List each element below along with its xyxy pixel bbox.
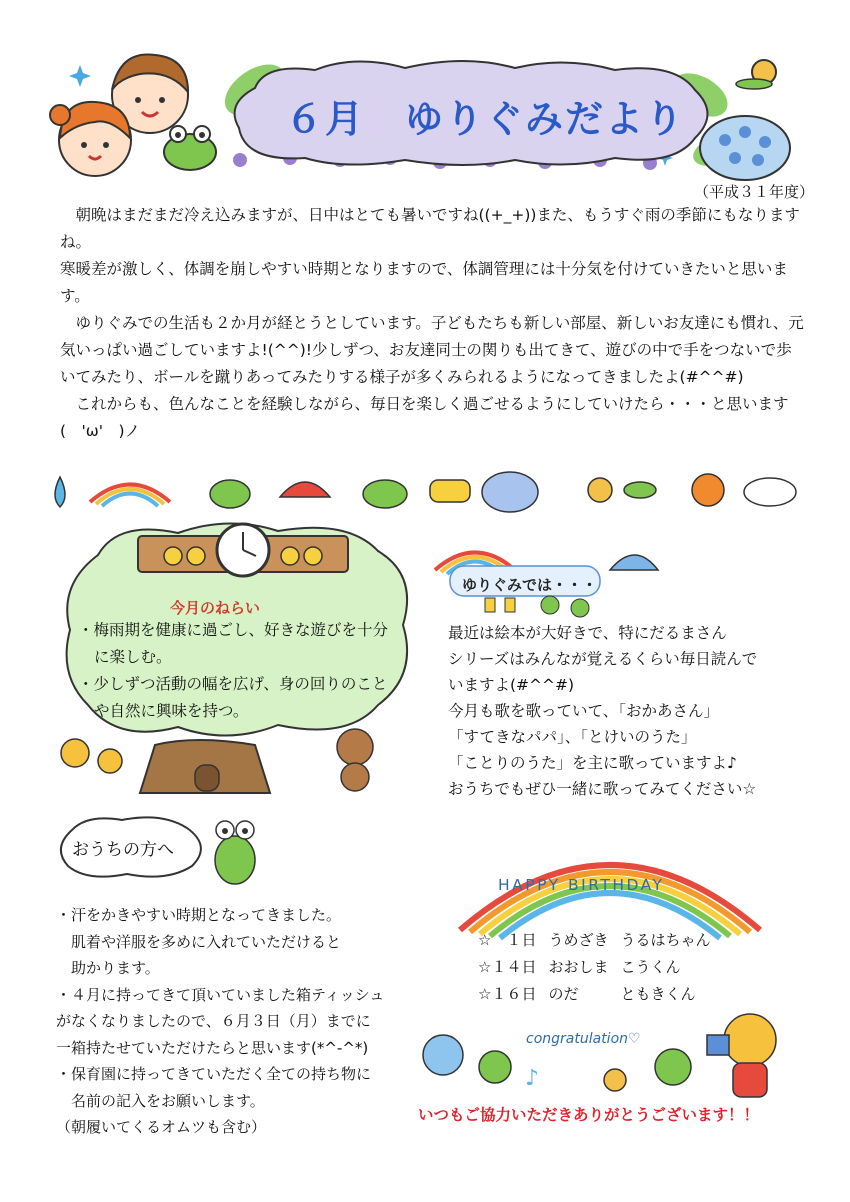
text-line: 今月も歌を歌っていて、「おかあさん」 [448, 702, 719, 720]
cat-icon [707, 1014, 776, 1097]
text-line: いますよ(#^^#) [448, 676, 575, 694]
girl-illustration [50, 102, 131, 176]
mouse-icon [423, 1035, 463, 1075]
text-line: 一箱持たせていただけたらと思います(*^-^*) [56, 1038, 369, 1057]
leaf-icon [624, 482, 656, 498]
text-line: 「すてきなパパ」、「とけいのうた」 [448, 728, 697, 746]
birthday-name: うるはちゃん [620, 931, 711, 949]
text-line: 助かります。 [56, 959, 160, 977]
monthly-aim-title: 今月のねらい [170, 599, 261, 617]
clock-sign-illustration [138, 522, 348, 582]
sunflower-icon [61, 739, 122, 773]
page-title: ６月 ゆりぐみだより [284, 97, 685, 141]
birthday-family: おおしま [548, 958, 609, 976]
frog-illustration [164, 126, 216, 170]
boots-icon [430, 480, 470, 502]
table-row [478, 926, 722, 953]
birthday-name: ともきくん [620, 985, 696, 1003]
snail-illustration [736, 60, 776, 89]
decoration-band [40, 462, 815, 522]
rainbow-icon [90, 485, 170, 507]
text-line: 「ことりのうた」を主に歌っていますよ♪ [448, 754, 737, 772]
intro-text [60, 202, 805, 445]
list-item: ・梅雨期を健康に過ごし、好きな遊びを十分に楽しむ。 [78, 621, 389, 666]
sun-icon [692, 474, 724, 506]
birthday-animals-illustration [415, 1005, 815, 1100]
text-line: 最近は絵本が大好きで、特にだるまさん [448, 624, 727, 642]
intro-paragraph: 寒暖差が激しく、体調を崩しやすい時期となりますので、体調管理には十分気を付けていきたいと思います。 [60, 260, 788, 305]
snail-icon [604, 1069, 626, 1091]
home-title: おうちの方へ [72, 840, 174, 860]
text-line: （朝履いてくるオムツも含む） [56, 1118, 267, 1136]
birthday-name: こうくん [620, 958, 681, 976]
birthday-date: ☆１６日 [478, 985, 537, 1003]
raindrop-icon [55, 477, 65, 507]
intro-paragraph: ゆりぐみでの生活も２か月が経とうとしています。子どもたちも新しい部屋、新しいお友達にも慣れ、元気いっぱい過ごしていますよ!(^^)!少しずつ、お友達同士の関りも出てきて、遊びの中で手をつないで歩いてみたり、ボールを蹴りあってみたりする様子が多くみられるようになってきましたよ(#^^#) [60, 314, 804, 386]
congratulation-text: congratulation♡ [526, 1031, 641, 1047]
table-row [478, 953, 722, 980]
yurigumi-label: ゆりぐみでは・・・ [462, 576, 598, 594]
text-line: シリーズはみんなが覚えるくらい毎日読んで [448, 650, 758, 668]
tree-and-bear-illustration [55, 725, 365, 795]
text-line: がなくなりましたので、６月３日（月）までに [56, 1012, 371, 1030]
text-line: ・保育園に持ってきていただく全ての持ち物に [56, 1065, 372, 1083]
text-line: 肌着や洋服を多めに入れていただけると [56, 932, 342, 951]
text-line: ・４月に持ってきて頂いていました箱ティッシュ [56, 985, 385, 1004]
bear-icon [337, 729, 373, 791]
text-line: ・汗をかきやすい時期となってきました。 [56, 906, 342, 924]
text-line: おうちでもぜひ一緒に歌ってみてください☆ [448, 780, 757, 798]
monthly-aim-list [76, 617, 396, 725]
thank-you-message: いつもご協力いただきありがとうございます！！ [418, 1106, 760, 1124]
home-notes [56, 902, 416, 1141]
intro-paragraph: 朝晩はまだまだ冷え込みますが、日中はとても暑いですね((+_+))また、もうすぐ雨の季節にもなりますね。 [60, 206, 800, 251]
frog-icon [655, 1049, 691, 1085]
birthday-date: ☆ １日 [478, 931, 537, 949]
frog-icon [363, 480, 407, 508]
frog-icon [210, 480, 250, 508]
text-line: 名前の記入をお願いします。 [56, 1091, 265, 1110]
cloud-icon [744, 478, 796, 506]
birthday-list [478, 926, 722, 1007]
snail-icon [588, 478, 612, 502]
birthday-title: HAPPY BIRTHDAY [498, 876, 665, 894]
list-item: ・少しずつ活動の幅を広げ、身の回りのことや自然に興味を持つ。 [78, 675, 388, 720]
frog-musician-illustration [205, 812, 265, 887]
frog-icon [479, 1051, 511, 1083]
table-row [478, 980, 722, 1007]
music-note-icon [525, 1066, 539, 1091]
intro-paragraph: これからも、色んなことを経験しながら、毎日を楽しく過ごせるようにしていけたら・・・と思います( 'ω' )ノ [60, 395, 789, 440]
yurigumi-text [448, 620, 808, 802]
umbrella-icon [280, 482, 330, 497]
birthday-family: うめざき [548, 931, 609, 949]
school-year: （平成３１年度） [693, 183, 814, 201]
birthday-date: ☆１４日 [478, 958, 537, 976]
svg-text:♪: ♪ [525, 1066, 540, 1091]
hydrangea-icon [482, 472, 538, 512]
birthday-family: のだ [548, 985, 579, 1003]
